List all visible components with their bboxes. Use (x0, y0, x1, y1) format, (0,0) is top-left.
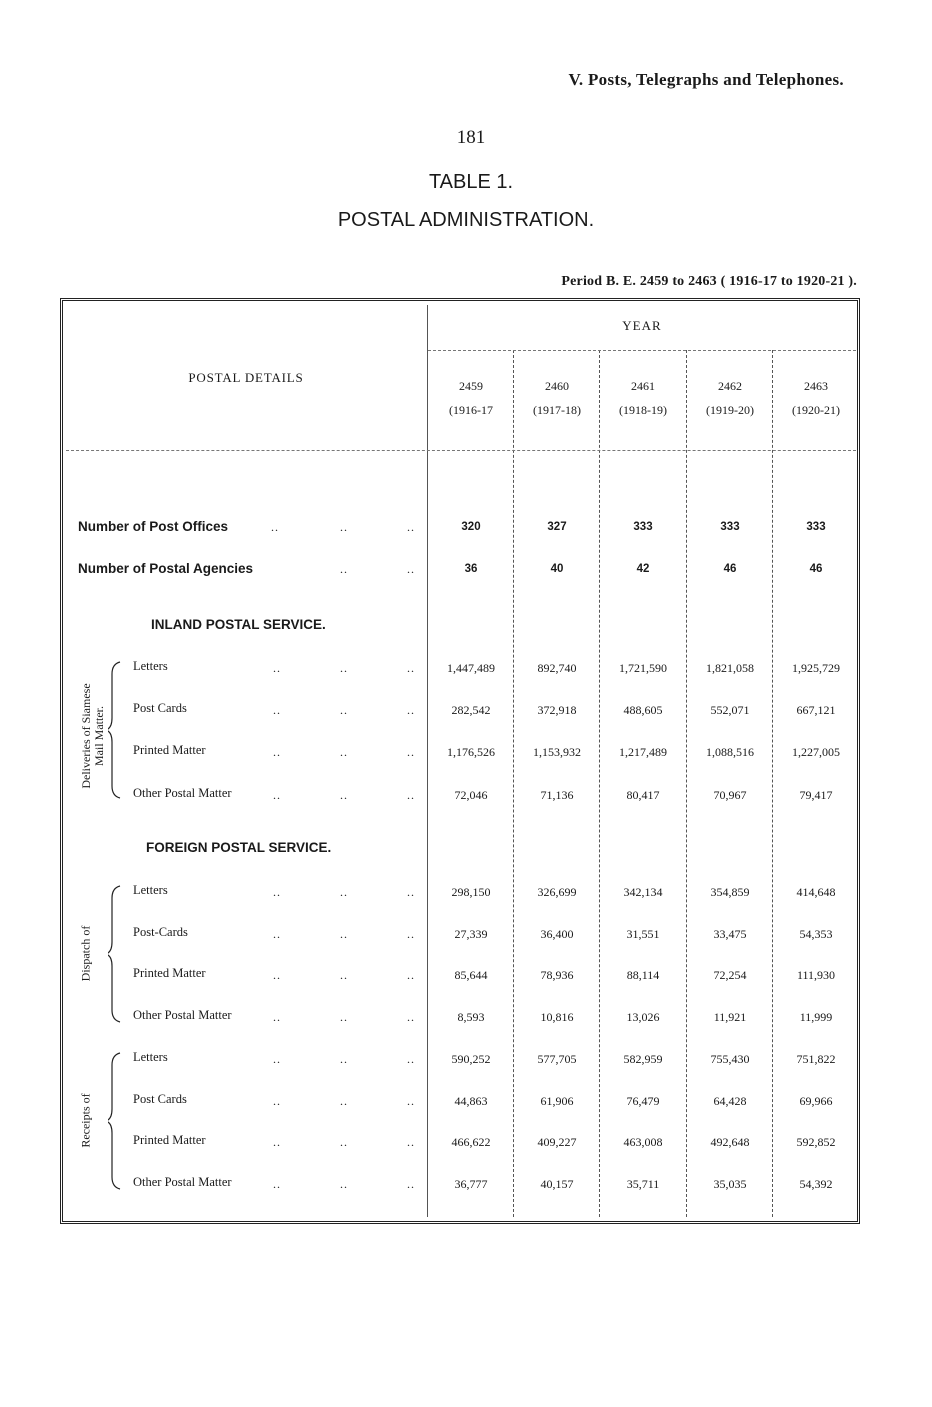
column-span: (1920-21) (792, 403, 840, 417)
table-cell: 54,392 (799, 1177, 833, 1191)
table-title: TABLE 1. (428, 171, 514, 193)
table-subtitle: POSTAL ADMINISTRATION. (337, 209, 595, 231)
column-header (687, 374, 773, 422)
table-cell: 1,821,058 (706, 661, 754, 675)
table-cell: 577,705 (537, 1052, 577, 1066)
row-label: Printed Matter (133, 966, 206, 980)
leader-dots: .. (273, 661, 281, 675)
table-cell: 42 (636, 563, 650, 575)
table-cell: 80,417 (626, 788, 660, 802)
leader-dots: .. (273, 788, 281, 802)
table-cell: 1,153,932 (533, 745, 581, 759)
table-cell: 35,711 (626, 1177, 660, 1191)
leader-dots: .. (407, 968, 415, 982)
table-cell: 354,859 (710, 885, 750, 899)
header-rule (66, 450, 856, 451)
table-cell: 31,551 (626, 927, 660, 941)
table-cell: 40 (550, 563, 564, 575)
column-header (600, 374, 686, 422)
leader-dots: .. (273, 1010, 281, 1024)
leader-dots: .. (407, 885, 415, 899)
table-cell: 372,918 (537, 703, 577, 717)
table-cell: 1,176,526 (447, 745, 495, 759)
leader-dots: .. (407, 703, 415, 717)
leader-dots: .. (340, 885, 348, 899)
deliveries-group-label (80, 671, 106, 801)
table-cell: 11,999 (799, 1010, 833, 1024)
column-span: (1917-18) (533, 403, 581, 417)
table-cell: 36 (464, 563, 478, 575)
table-cell: 488,605 (623, 703, 663, 717)
table-cell: 320 (461, 521, 481, 533)
table-cell: 46 (723, 563, 737, 575)
table-cell: 1,227,005 (792, 745, 840, 759)
column-header (773, 374, 859, 422)
leader-dots: .. (271, 520, 279, 534)
table-cell: 333 (633, 521, 653, 533)
leader-dots: .. (273, 703, 281, 717)
table-cell: 755,430 (710, 1052, 750, 1066)
table-cell: 46 (809, 563, 823, 575)
table-cell: 72,254 (713, 968, 747, 982)
row-label: Other Postal Matter (133, 786, 232, 800)
receipts-group-label: Receipts of (78, 1093, 93, 1148)
leader-dots: .. (340, 661, 348, 675)
table-cell: 326,699 (537, 885, 577, 899)
table-cell: 10,816 (540, 1010, 574, 1024)
table-cell: 409,227 (537, 1135, 577, 1149)
year-header: YEAR (622, 318, 662, 333)
row-label: Printed Matter (133, 743, 206, 757)
table-cell: 64,428 (713, 1094, 747, 1108)
table-cell: 1,088,516 (706, 745, 754, 759)
table-cell: 54,353 (799, 927, 833, 941)
table-cell: 298,150 (451, 885, 491, 899)
column-year: 2459 (459, 379, 483, 393)
row-label: Post Cards (133, 1092, 187, 1106)
table-cell: 1,447,489 (447, 661, 495, 675)
leader-dots: .. (273, 1052, 281, 1066)
table-cell: 1,925,729 (792, 661, 840, 675)
table-cell: 61,906 (540, 1094, 574, 1108)
row-label: Letters (133, 1050, 168, 1064)
table-cell: 40,157 (540, 1177, 574, 1191)
table-cell: 414,648 (796, 885, 836, 899)
leader-dots: .. (340, 968, 348, 982)
table-cell: 44,863 (454, 1094, 488, 1108)
column-rule (599, 350, 600, 1217)
leader-dots: .. (407, 788, 415, 802)
table-cell: 282,542 (451, 703, 491, 717)
table-cell: 69,966 (799, 1094, 833, 1108)
column-header (514, 374, 600, 422)
row-label: Letters (133, 659, 168, 673)
table-cell: 552,071 (710, 703, 750, 717)
row-label: Number of Post Offices (78, 519, 229, 534)
table-cell: 892,740 (537, 661, 577, 675)
row-label: Other Postal Matter (133, 1175, 232, 1189)
section-title: V. Posts, Telegraphs and Telephones. (568, 70, 844, 89)
table-cell: 582,959 (623, 1052, 663, 1066)
table-cell: 13,026 (626, 1010, 660, 1024)
table-cell: 76,479 (626, 1094, 660, 1108)
column-year: 2460 (545, 379, 569, 393)
group-brace (108, 1051, 122, 1191)
table-cell: 333 (720, 521, 740, 533)
table-cell: 1,721,590 (619, 661, 667, 675)
leader-dots: .. (340, 927, 348, 941)
leader-dots: .. (407, 661, 415, 675)
column-span: (1916-17 (449, 403, 493, 417)
group-label-line: Deliveries of Siamese (79, 683, 93, 789)
table-cell: 35,035 (713, 1177, 747, 1191)
group-brace (108, 884, 122, 1024)
table-cell: 592,852 (796, 1135, 836, 1149)
leader-dots: .. (273, 745, 281, 759)
table-cell: 492,648 (710, 1135, 750, 1149)
leader-dots: .. (407, 1010, 415, 1024)
table-cell: 72,046 (454, 788, 488, 802)
table-cell: 751,822 (796, 1052, 836, 1066)
column-header (428, 374, 514, 422)
column-year: 2462 (718, 379, 742, 393)
column-rule (686, 350, 687, 1217)
table-cell: 463,008 (623, 1135, 663, 1149)
group-brace (108, 660, 122, 800)
row-label: Post Cards (133, 701, 187, 715)
leader-dots: .. (273, 1177, 281, 1191)
table-cell: 342,134 (623, 885, 663, 899)
leader-dots: .. (407, 1052, 415, 1066)
table-cell: 70,967 (713, 788, 747, 802)
inland-section-heading: INLAND POSTAL SERVICE. (151, 617, 326, 632)
leader-dots: .. (340, 703, 348, 717)
leader-dots: .. (340, 745, 348, 759)
year-header-rule (428, 350, 856, 351)
leader-dots: .. (340, 1177, 348, 1191)
table-cell: 333 (806, 521, 826, 533)
leader-dots: .. (340, 562, 348, 576)
row-label: Post-Cards (133, 925, 188, 939)
table-cell: 667,121 (796, 703, 836, 717)
leader-dots: .. (273, 885, 281, 899)
table-cell: 79,417 (799, 788, 833, 802)
leader-dots: .. (407, 1135, 415, 1149)
foreign-section-heading: FOREIGN POSTAL SERVICE. (146, 840, 332, 855)
row-label: Printed Matter (133, 1133, 206, 1147)
postal-details-header: POSTAL DETAILS (188, 370, 304, 385)
column-rule (513, 350, 514, 1217)
group-label-line: Mail Matter. (92, 706, 106, 766)
leader-dots: .. (340, 520, 348, 534)
row-label: Number of Postal Agencies (78, 561, 254, 576)
page-number: 181 (456, 127, 486, 148)
table-cell: 88,114 (626, 968, 660, 982)
table-cell: 33,475 (713, 927, 747, 941)
row-label: Other Postal Matter (133, 1008, 232, 1022)
leader-dots: .. (407, 562, 415, 576)
table-cell: 85,644 (454, 968, 488, 982)
table-cell: 1,217,489 (619, 745, 667, 759)
leader-dots: .. (407, 745, 415, 759)
table-cell: 466,622 (451, 1135, 491, 1149)
column-rule (772, 350, 773, 1217)
table-cell: 71,136 (540, 788, 574, 802)
leader-dots: .. (407, 927, 415, 941)
column-year: 2461 (631, 379, 655, 393)
table-cell: 36,777 (454, 1177, 488, 1191)
column-span: (1919-20) (706, 403, 754, 417)
table-cell: 27,339 (454, 927, 488, 941)
leader-dots: .. (273, 1135, 281, 1149)
leader-dots: .. (273, 968, 281, 982)
leader-dots: .. (340, 1010, 348, 1024)
row-label: Letters (133, 883, 168, 897)
table-cell: 78,936 (540, 968, 574, 982)
period-caption: Period B. E. 2459 to 2463 ( 1916-17 to 1920-21 ). (561, 274, 857, 289)
leader-dots: .. (340, 788, 348, 802)
table-cell: 590,252 (451, 1052, 491, 1066)
table-cell: 327 (547, 521, 567, 533)
table-cell: 111,930 (796, 968, 836, 982)
column-year: 2463 (804, 379, 828, 393)
column-span: (1918-19) (619, 403, 667, 417)
leader-dots: .. (340, 1052, 348, 1066)
table-cell: 36,400 (540, 927, 574, 941)
leader-dots: .. (407, 520, 415, 534)
leader-dots: .. (340, 1135, 348, 1149)
table-frame (60, 298, 860, 1224)
table-cell: 8,593 (457, 1010, 485, 1024)
column-rule (427, 305, 428, 1217)
leader-dots: .. (407, 1177, 415, 1191)
leader-dots: .. (273, 1094, 281, 1108)
leader-dots: .. (407, 1094, 415, 1108)
dispatch-group-label: Dispatch of (78, 925, 93, 982)
leader-dots: .. (340, 1094, 348, 1108)
leader-dots: .. (273, 927, 281, 941)
table-cell: 11,921 (713, 1010, 747, 1024)
